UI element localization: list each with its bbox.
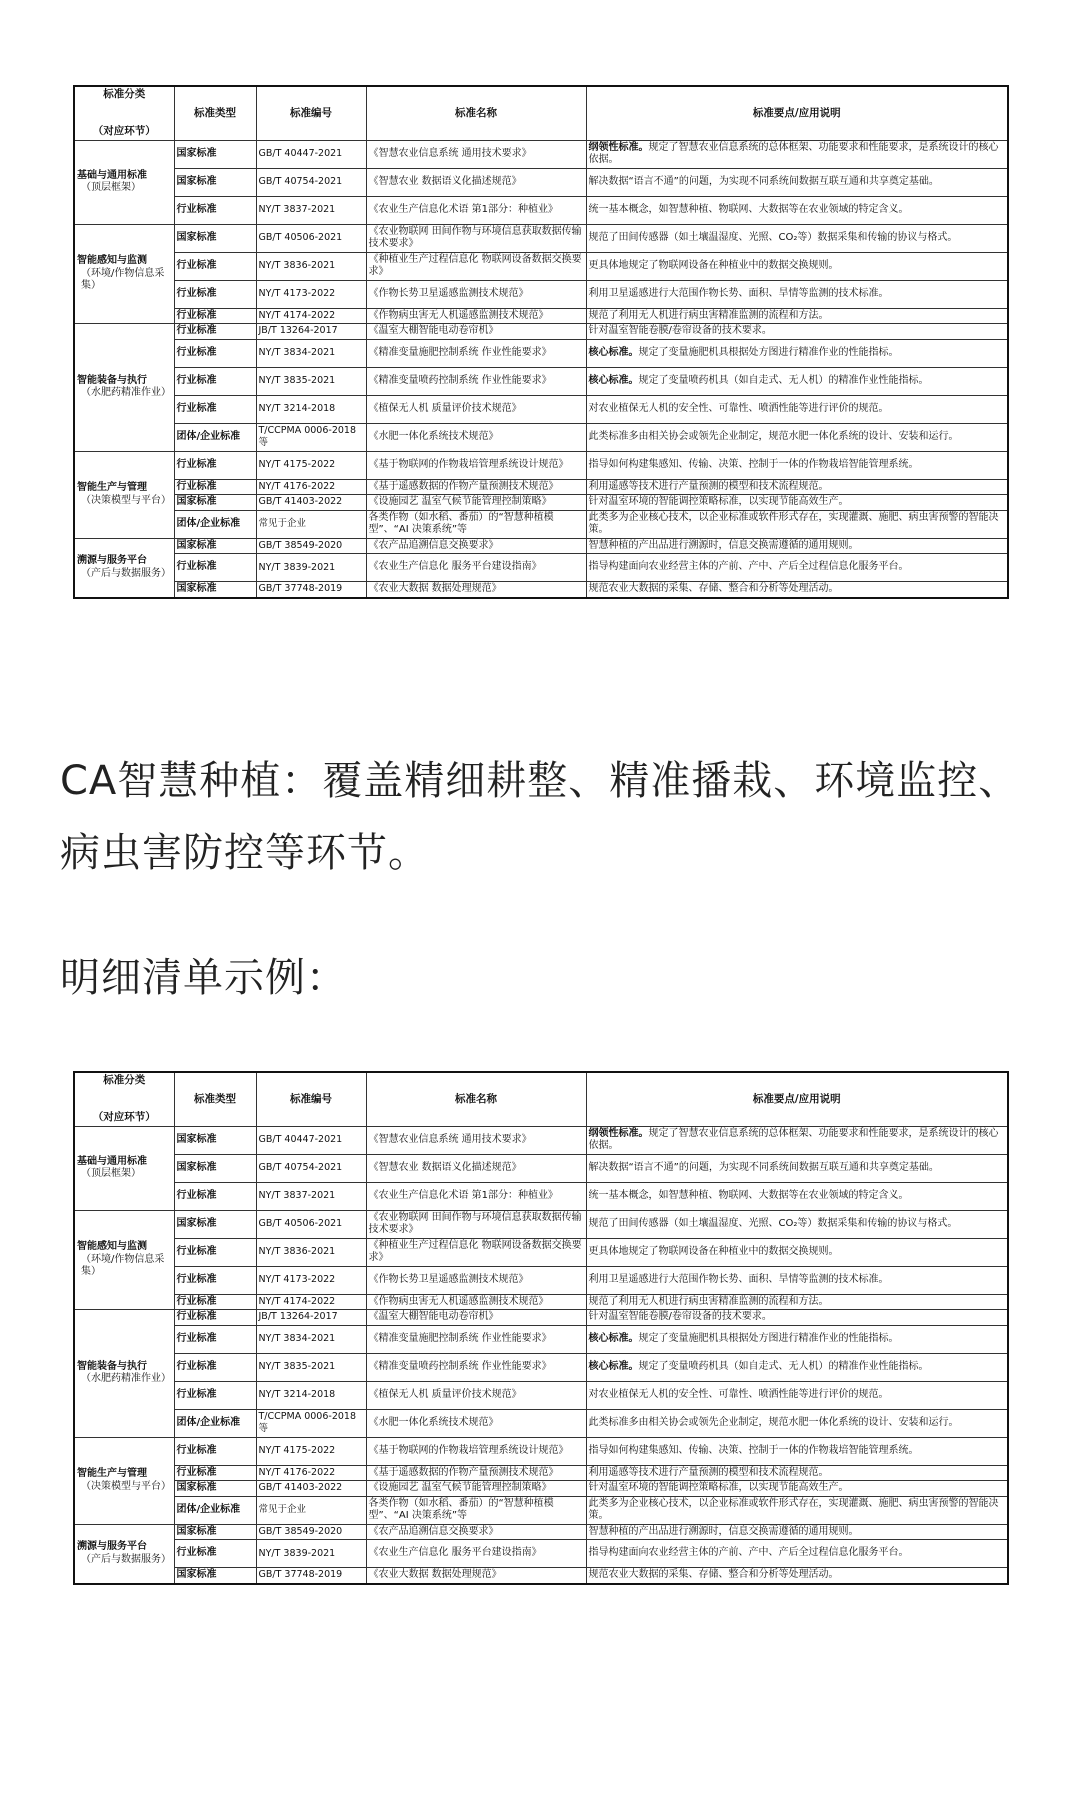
standard-notes-cell (586, 1154, 1008, 1182)
standard-type-cell: 团体/企业标准 (174, 1409, 256, 1437)
standard-notes-cell (586, 367, 1008, 395)
standard-type-cell: 团体/企业标准 (174, 1496, 256, 1524)
standard-name-cell: 《农业物联网 田间作物与环境信息获取数据传输技术要求》 (366, 224, 586, 252)
standard-name-cell: 《作物长势卫星遥感监测技术规范》 (366, 280, 586, 308)
table-row (74, 1126, 1008, 1154)
standard-type-cell: 国家标准 (174, 140, 256, 168)
notes-text: 针对温室环境的智能调控策略标准，以实现节能高效生产。 (588, 496, 849, 507)
table-row (74, 140, 1008, 168)
header-type: 标准类型 (174, 1072, 256, 1126)
standard-code-cell: 常见于企业 (256, 510, 366, 538)
standard-notes-cell (586, 140, 1008, 168)
standard-name-cell: 《农产品追溯信息交换要求》 (366, 538, 586, 554)
standard-name-cell: 《植保无人机 质量评价技术规范》 (366, 1381, 586, 1409)
header-name: 标准名称 (366, 86, 586, 140)
notes-text: 规范农业大数据的采集、存储、整合和分析等处理活动。 (588, 583, 839, 594)
standard-name-cell: 《农业生产信息化 服务平台建设指南》 (366, 554, 586, 582)
table-row (74, 308, 1008, 324)
category-subtitle: （顶层框架） (81, 182, 141, 193)
header-notes: 标准要点/应用说明 (586, 1072, 1008, 1126)
notes-text: 规范了田间传感器（如土壤温湿度、光照、CO₂等）数据采集和传输的协议与格式。 (588, 1217, 958, 1229)
category-subtitle: （水肥药精准作业） (81, 1373, 171, 1385)
header-name: 标准名称 (366, 1072, 586, 1126)
standard-name-cell: 各类作物（如水稻、番茄）的“智慧种植模型”、“AI 决策系统”等 (366, 510, 586, 538)
standard-type-cell: 国家标准 (174, 1154, 256, 1182)
paragraph-text: CA智慧种植：覆盖精细耕整、精准播栽、环境监控、病虫害防控等环节。 (60, 758, 1020, 876)
standard-name-cell: 《智慧农业信息系统 通用技术要求》 (366, 140, 586, 168)
notes-text: 利用遥感等技术进行产量预测的模型和技术流程规范。 (588, 1466, 829, 1478)
category-cell (74, 451, 174, 538)
standard-name-cell: 《种植业生产过程信息化 物联网设备数据交换要求》 (366, 1238, 586, 1266)
table-row (74, 1182, 1008, 1210)
table-row (74, 1210, 1008, 1238)
table-row (74, 495, 1008, 511)
table-row (74, 367, 1008, 395)
standard-code-cell: NY/T 4174-2022 (256, 1294, 366, 1310)
notes-text: 对农业植保无人机的安全性、可靠性、喷洒性能等进行评价的规范。 (588, 1388, 889, 1400)
standard-code-cell: NY/T 3839-2021 (256, 1540, 366, 1568)
standard-name-cell: 《农产品追溯信息交换要求》 (366, 1524, 586, 1540)
standard-name-cell: 《农业生产信息化 服务平台建设指南》 (366, 1540, 586, 1568)
standard-code-cell: NY/T 4173-2022 (256, 280, 366, 308)
standard-type-cell: 行业标准 (174, 280, 256, 308)
category-title: 智能生产与管理 (77, 482, 147, 493)
standard-code-cell: NY/T 4174-2022 (256, 308, 366, 324)
standard-code-cell: NY/T 4176-2022 (256, 479, 366, 495)
notes-text: 此类多为企业核心技术，以企业标准或软件形式存在，实现灌溉、施肥、病虫害预警的智能决策。 (588, 511, 999, 535)
notes-text: 指导如何构建集感知、传输、决策、控制于一体的作物栽培智能管理系统。 (588, 1444, 919, 1456)
notes-emphasis: 纲领性标准。 (588, 141, 649, 153)
notes-text: 智慧种植的产出品进行溯源时，信息交换需遵循的通用规则。 (588, 539, 859, 551)
standard-code-cell: GB/T 40506-2021 (256, 224, 366, 252)
notes-text: 统一基本概念，如智慧种植、物联网、大数据等在农业领域的特定含义。 (588, 1189, 909, 1201)
standard-notes-cell (586, 1126, 1008, 1154)
notes-text: 规范了利用无人机进行病虫害精准监测的流程和方法。 (588, 309, 829, 321)
standard-code-cell: NY/T 4176-2022 (256, 1465, 366, 1481)
table-row (74, 538, 1008, 554)
standard-type-cell: 行业标准 (174, 395, 256, 423)
notes-text: 此类多为企业核心技术，以企业标准或软件形式存在，实现灌溉、施肥、病虫害预警的智能决策。 (588, 1497, 999, 1521)
standard-notes-cell (586, 1465, 1008, 1481)
category-cell (74, 538, 174, 598)
standard-type-cell: 行业标准 (174, 479, 256, 495)
standard-notes-cell (586, 308, 1008, 324)
standard-name-cell: 《农业生产信息化术语 第1部分：种植业》 (366, 1182, 586, 1210)
standard-type-cell: 行业标准 (174, 1182, 256, 1210)
category-subtitle: （环境/作物信息采集） (81, 267, 165, 291)
table-row (74, 479, 1008, 495)
notes-text: 指导如何构建集感知、传输、决策、控制于一体的作物栽培智能管理系统。 (588, 458, 919, 470)
standard-type-cell: 行业标准 (174, 308, 256, 324)
standard-name-cell: 《农业大数据 数据处理规范》 (366, 1568, 586, 1584)
notes-text: 更具体地规定了物联网设备在种植业中的数据交换规则。 (588, 259, 839, 271)
standard-notes-cell (586, 451, 1008, 479)
standard-type-cell: 行业标准 (174, 252, 256, 280)
standard-code-cell: 常见于企业 (256, 1496, 366, 1524)
standard-notes-cell (586, 1496, 1008, 1524)
header-category-line1: 标准分类 (103, 88, 146, 101)
table-row (74, 554, 1008, 582)
standard-notes-cell (586, 395, 1008, 423)
table-row (74, 252, 1008, 280)
category-cell (74, 1310, 174, 1438)
header-category (74, 1072, 174, 1126)
notes-text: 统一基本概念，如智慧种植、物联网、大数据等在农业领域的特定含义。 (588, 203, 909, 215)
category-title: 智能装备与执行 (77, 1360, 147, 1372)
standards-table (73, 1071, 1009, 1585)
standard-code-cell: GB/T 40754-2021 (256, 1154, 366, 1182)
standard-name-cell: 《精准变量施肥控制系统 作业性能要求》 (366, 339, 586, 367)
standard-type-cell: 行业标准 (174, 554, 256, 582)
standard-type-cell: 国家标准 (174, 168, 256, 196)
standard-name-cell: 《温室大棚智能电动卷帘机》 (366, 324, 586, 340)
notes-text: 规定了变量喷药机具（如自走式、无人机）的精准作业性能指标。 (638, 1360, 929, 1372)
standard-code-cell: NY/T 3214-2018 (256, 395, 366, 423)
standard-name-cell: 《水肥一体化系统技术规范》 (366, 423, 586, 451)
notes-text: 利用卫星遥感进行大范围作物长势、面积、旱情等监测的技术标准。 (588, 287, 889, 299)
standard-type-cell: 国家标准 (174, 1481, 256, 1497)
notes-text: 解决数据“语言不通”的问题，为实现不同系统间数据互联互通和共享奠定基础。 (588, 175, 939, 187)
table-row (74, 1294, 1008, 1310)
table-row (74, 1540, 1008, 1568)
standard-name-cell: 《智慧农业 数据语义化描述规范》 (366, 168, 586, 196)
table-row (74, 1524, 1008, 1540)
table-row (74, 224, 1008, 252)
table-row (74, 1353, 1008, 1381)
notes-text: 指导构建面向农业经营主体的产前、产中、产后全过程信息化服务平台。 (588, 1547, 909, 1559)
standard-notes-cell (586, 554, 1008, 582)
standard-name-cell: 《精准变量喷药控制系统 作业性能要求》 (366, 367, 586, 395)
standard-type-cell: 行业标准 (174, 324, 256, 340)
standard-name-cell: 《智慧农业信息系统 通用技术要求》 (366, 1126, 586, 1154)
header-code: 标准编号 (256, 86, 366, 140)
standard-name-cell: 《精准变量施肥控制系统 作业性能要求》 (366, 1325, 586, 1353)
standard-name-cell: 《农业物联网 田间作物与环境信息获取数据传输技术要求》 (366, 1210, 586, 1238)
standard-code-cell: NY/T 3837-2021 (256, 196, 366, 224)
table-row (74, 1409, 1008, 1437)
standard-notes-cell (586, 1353, 1008, 1381)
standard-type-cell: 行业标准 (174, 1294, 256, 1310)
table-row (74, 1266, 1008, 1294)
standard-code-cell: T/CCPMA 0006-2018 等 (256, 423, 366, 451)
standard-type-cell: 行业标准 (174, 1381, 256, 1409)
standard-code-cell: NY/T 3834-2021 (256, 1325, 366, 1353)
category-cell (74, 140, 174, 224)
table-row (74, 423, 1008, 451)
category-subtitle: （产后与数据服务） (81, 567, 171, 579)
header-code: 标准编号 (256, 1072, 366, 1126)
standard-notes-cell (586, 1409, 1008, 1437)
standard-notes-cell (586, 1568, 1008, 1584)
table-row (74, 324, 1008, 340)
standard-type-cell: 行业标准 (174, 1465, 256, 1481)
header-category-line2: （对应环节） (92, 1111, 156, 1124)
category-cell (74, 1126, 174, 1210)
standard-notes-cell (586, 1481, 1008, 1497)
standard-notes-cell (586, 1437, 1008, 1465)
category-cell (74, 224, 174, 324)
standard-notes-cell (586, 1540, 1008, 1568)
standard-notes-cell (586, 423, 1008, 451)
standard-code-cell: GB/T 37748-2019 (256, 1568, 366, 1584)
notes-text: 针对温室环境的智能调控策略标准，以实现节能高效生产。 (588, 1482, 849, 1493)
category-subtitle: （水肥药精准作业） (81, 387, 171, 399)
standard-name-cell: 《植保无人机 质量评价技术规范》 (366, 395, 586, 423)
standard-code-cell: NY/T 4173-2022 (256, 1266, 366, 1294)
standard-code-cell: T/CCPMA 0006-2018 等 (256, 1409, 366, 1437)
notes-emphasis: 核心标准。 (588, 1332, 639, 1344)
standard-name-cell: 《精准变量喷药控制系统 作业性能要求》 (366, 1353, 586, 1381)
standard-type-cell: 国家标准 (174, 224, 256, 252)
standard-code-cell: NY/T 4175-2022 (256, 451, 366, 479)
standard-code-cell: NY/T 3834-2021 (256, 339, 366, 367)
table-row (74, 1154, 1008, 1182)
notes-text: 利用卫星遥感进行大范围作物长势、面积、旱情等监测的技术标准。 (588, 1273, 889, 1285)
category-title: 溯源与服务平台 (77, 1541, 147, 1552)
notes-emphasis: 核心标准。 (588, 374, 639, 386)
standard-type-cell: 行业标准 (174, 339, 256, 367)
header-type: 标准类型 (174, 86, 256, 140)
standard-name-cell: 《基于遥感数据的作物产量预测技术规范》 (366, 479, 586, 495)
standard-name-cell: 《作物长势卫星遥感监测技术规范》 (366, 1266, 586, 1294)
category-cell (74, 1524, 174, 1584)
category-subtitle: （顶层框架） (81, 1168, 141, 1179)
notes-text: 更具体地规定了物联网设备在种植业中的数据交换规则。 (588, 1245, 839, 1257)
standard-notes-cell (586, 196, 1008, 224)
standard-notes-cell (586, 1182, 1008, 1210)
standard-code-cell: JB/T 13264-2017 (256, 1310, 366, 1326)
notes-text: 此类标准多由相关协会或领先企业制定，规范水肥一体化系统的设计、安装和运行。 (588, 1416, 959, 1428)
standard-notes-cell (586, 1310, 1008, 1326)
standard-notes-cell (586, 168, 1008, 196)
standard-notes-cell (586, 1210, 1008, 1238)
category-subtitle: （决策模型与平台） (81, 494, 171, 506)
standard-code-cell: GB/T 40754-2021 (256, 168, 366, 196)
table-row (74, 451, 1008, 479)
standard-type-cell: 国家标准 (174, 582, 256, 598)
standard-code-cell: GB/T 38549-2020 (256, 538, 366, 554)
table-row (74, 196, 1008, 224)
category-title: 基础与通用标准 (77, 169, 147, 181)
standard-code-cell: NY/T 3835-2021 (256, 1353, 366, 1381)
standard-name-cell: 《农业大数据 数据处理规范》 (366, 582, 586, 598)
standard-notes-cell (586, 479, 1008, 495)
standard-type-cell: 行业标准 (174, 196, 256, 224)
table-row (74, 1496, 1008, 1524)
notes-text: 指导构建面向农业经营主体的产前、产中、产后全过程信息化服务平台。 (588, 561, 909, 573)
standard-code-cell: NY/T 3839-2021 (256, 554, 366, 582)
standard-notes-cell (586, 495, 1008, 511)
standard-type-cell: 行业标准 (174, 1325, 256, 1353)
category-title: 智能感知与监测 (77, 1241, 147, 1252)
standard-notes-cell (586, 339, 1008, 367)
standard-code-cell: NY/T 3836-2021 (256, 252, 366, 280)
category-cell (74, 324, 174, 452)
standard-notes-cell (586, 1524, 1008, 1540)
standard-type-cell: 国家标准 (174, 1524, 256, 1540)
standard-code-cell: GB/T 41403-2022 (256, 495, 366, 511)
table-header-row (74, 86, 1008, 140)
standard-code-cell: GB/T 41403-2022 (256, 1481, 366, 1497)
standard-code-cell: GB/T 40506-2021 (256, 1210, 366, 1238)
standard-code-cell: NY/T 3214-2018 (256, 1381, 366, 1409)
notes-text: 规定了智慧农业信息系统的总体框架、功能要求和性能要求，是系统设计的核心依据。 (588, 1127, 999, 1151)
list-label: 明细清单示例： (60, 955, 347, 1001)
standard-type-cell: 行业标准 (174, 1540, 256, 1568)
category-subtitle: （环境/作物信息采集） (81, 1253, 165, 1277)
standards-table-image (73, 85, 1007, 599)
category-title: 智能装备与执行 (77, 374, 147, 386)
category-cell (74, 1210, 174, 1310)
standard-type-cell: 行业标准 (174, 1310, 256, 1326)
standard-code-cell: GB/T 38549-2020 (256, 1524, 366, 1540)
table-row (74, 1568, 1008, 1584)
standard-name-cell: 《基于遥感数据的作物产量预测技术规范》 (366, 1465, 586, 1481)
standard-notes-cell (586, 280, 1008, 308)
standard-name-cell: 各类作物（如水稻、番茄）的“智慧种植模型”、“AI 决策系统”等 (366, 1496, 586, 1524)
standard-code-cell: GB/T 37748-2019 (256, 582, 366, 598)
notes-text: 利用遥感等技术进行产量预测的模型和技术流程规范。 (588, 480, 829, 492)
standard-notes-cell (586, 224, 1008, 252)
standard-name-cell: 《设施园艺 温室气候节能管理控制策略》 (366, 1481, 586, 1497)
standard-notes-cell (586, 510, 1008, 538)
category-cell (74, 1437, 174, 1524)
standard-notes-cell (586, 1381, 1008, 1409)
standard-name-cell: 《种植业生产过程信息化 物联网设备数据交换要求》 (366, 252, 586, 280)
standard-name-cell: 《温室大棚智能电动卷帘机》 (366, 1310, 586, 1326)
standard-type-cell: 团体/企业标准 (174, 510, 256, 538)
standard-code-cell: GB/T 40447-2021 (256, 140, 366, 168)
notes-text: 规范了田间传感器（如土壤温湿度、光照、CO₂等）数据采集和传输的协议与格式。 (588, 231, 958, 243)
table-row (74, 582, 1008, 598)
standard-type-cell: 行业标准 (174, 1238, 256, 1266)
table-row (74, 510, 1008, 538)
standard-name-cell: 《作物病虫害无人机遥感监测技术规范》 (366, 308, 586, 324)
category-subtitle: （决策模型与平台） (81, 1480, 171, 1492)
notes-text: 解决数据“语言不通”的问题，为实现不同系统间数据互联互通和共享奠定基础。 (588, 1161, 939, 1173)
standard-type-cell: 行业标准 (174, 367, 256, 395)
table-row (74, 1465, 1008, 1481)
standard-name-cell: 《设施园艺 温室气候节能管理控制策略》 (366, 495, 586, 511)
table-row (74, 1325, 1008, 1353)
standard-code-cell: GB/T 40447-2021 (256, 1126, 366, 1154)
notes-emphasis: 核心标准。 (588, 346, 639, 358)
standard-code-cell: NY/T 3835-2021 (256, 367, 366, 395)
notes-text: 针对温室智能卷膜/卷帘设备的技术要求。 (588, 1311, 772, 1322)
standard-notes-cell (586, 324, 1008, 340)
standard-code-cell: NY/T 4175-2022 (256, 1437, 366, 1465)
standard-type-cell: 团体/企业标准 (174, 423, 256, 451)
standard-notes-cell (586, 582, 1008, 598)
table-row (74, 395, 1008, 423)
standard-type-cell: 国家标准 (174, 1210, 256, 1238)
standard-notes-cell (586, 1325, 1008, 1353)
standard-type-cell: 行业标准 (174, 1353, 256, 1381)
standards-table (73, 85, 1009, 599)
standard-name-cell: 《基于物联网的作物栽培管理系统设计规范》 (366, 1437, 586, 1465)
category-title: 溯源与服务平台 (77, 555, 147, 566)
table-row (74, 168, 1008, 196)
notes-text: 此类标准多由相关协会或领先企业制定，规范水肥一体化系统的设计、安装和运行。 (588, 430, 959, 442)
notes-text: 规范农业大数据的采集、存储、整合和分析等处理活动。 (588, 1569, 839, 1580)
standard-code-cell: NY/T 3836-2021 (256, 1238, 366, 1266)
standard-name-cell: 《水肥一体化系统技术规范》 (366, 1409, 586, 1437)
notes-text: 规定了智慧农业信息系统的总体框架、功能要求和性能要求，是系统设计的核心依据。 (588, 141, 999, 165)
standard-notes-cell (586, 1238, 1008, 1266)
table-row (74, 1381, 1008, 1409)
standards-table-image-example (73, 1071, 1007, 1585)
standard-notes-cell (586, 252, 1008, 280)
standard-type-cell: 国家标准 (174, 1126, 256, 1154)
notes-emphasis: 核心标准。 (588, 1360, 639, 1372)
standard-notes-cell (586, 1266, 1008, 1294)
standard-name-cell: 《基于物联网的作物栽培管理系统设计规范》 (366, 451, 586, 479)
standard-type-cell: 行业标准 (174, 1437, 256, 1465)
standard-notes-cell (586, 538, 1008, 554)
standard-type-cell: 国家标准 (174, 538, 256, 554)
standard-name-cell: 《作物病虫害无人机遥感监测技术规范》 (366, 1294, 586, 1310)
table-row (74, 1310, 1008, 1326)
header-notes: 标准要点/应用说明 (586, 86, 1008, 140)
category-title: 智能感知与监测 (77, 255, 147, 266)
table-row (74, 280, 1008, 308)
notes-text: 针对温室智能卷膜/卷帘设备的技术要求。 (588, 325, 772, 336)
header-category (74, 86, 174, 140)
standard-type-cell: 国家标准 (174, 495, 256, 511)
category-title: 智能生产与管理 (77, 1468, 147, 1479)
table-row (74, 1437, 1008, 1465)
standard-notes-cell (586, 1294, 1008, 1310)
category-title: 基础与通用标准 (77, 1155, 147, 1167)
standard-code-cell: JB/T 13264-2017 (256, 324, 366, 340)
standard-code-cell: NY/T 3837-2021 (256, 1182, 366, 1210)
table-row (74, 339, 1008, 367)
notes-text: 规定了变量施肥机具根据处方图进行精准作业的性能指标。 (638, 1332, 899, 1344)
notes-text: 规定了变量喷药机具（如自走式、无人机）的精准作业性能指标。 (638, 374, 929, 386)
notes-emphasis: 纲领性标准。 (588, 1127, 649, 1139)
notes-text: 智慧种植的产出品进行溯源时，信息交换需遵循的通用规则。 (588, 1525, 859, 1537)
standard-type-cell: 行业标准 (174, 451, 256, 479)
notes-text: 对农业植保无人机的安全性、可靠性、喷洒性能等进行评价的规范。 (588, 402, 889, 414)
header-category-line1: 标准分类 (103, 1074, 146, 1087)
header-category-line2: （对应环节） (92, 125, 156, 138)
category-subtitle: （产后与数据服务） (81, 1553, 171, 1565)
standard-type-cell: 行业标准 (174, 1266, 256, 1294)
table-row (74, 1481, 1008, 1497)
standard-name-cell: 《农业生产信息化术语 第1部分：种植业》 (366, 196, 586, 224)
table-header-row (74, 1072, 1008, 1126)
notes-text: 规定了变量施肥机具根据处方图进行精准作业的性能指标。 (638, 346, 899, 358)
standard-name-cell: 《智慧农业 数据语义化描述规范》 (366, 1154, 586, 1182)
standard-type-cell: 国家标准 (174, 1568, 256, 1584)
table-row (74, 1238, 1008, 1266)
notes-text: 规范了利用无人机进行病虫害精准监测的流程和方法。 (588, 1295, 829, 1307)
